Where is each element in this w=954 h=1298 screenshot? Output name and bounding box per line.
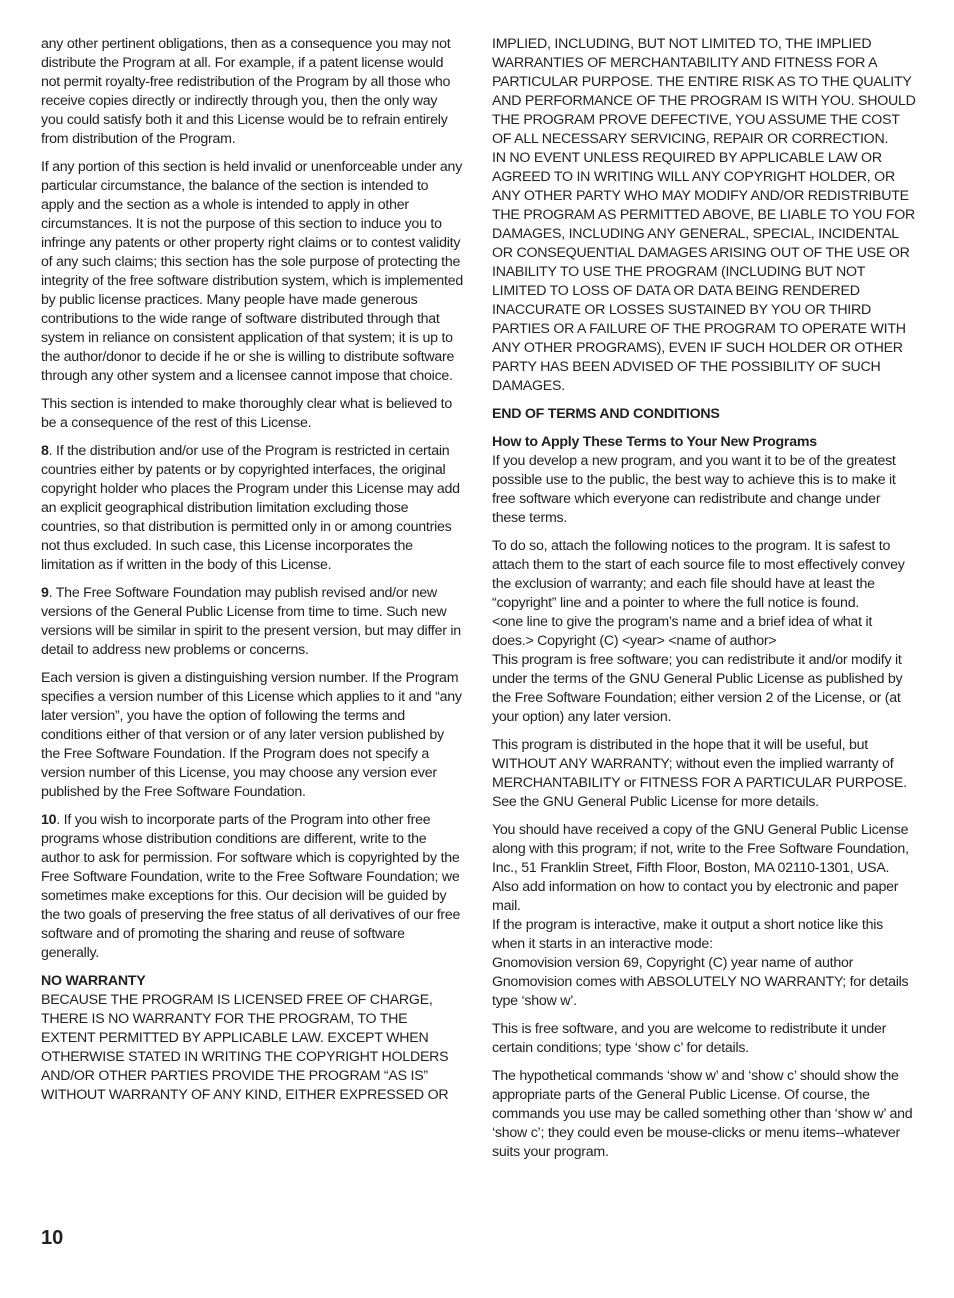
section-9 <box>41 584 463 660</box>
paragraph: IN NO EVENT UNLESS REQUIRED BY APPLICABLE LAW OR AGREED TO IN WRITING WILL ANY COPYRIGHT HOLDER, OR ANY OTHER PARTY WHO MAY MODIFY AND/OR REDISTRIBUTE THE PROGRAM AS PERMITTED ABOVE, BE LIABLE TO YOU FOR DAMAGES, INCLUDING ANY GENERAL, SPECIAL, INCIDENTAL OR CONSEQUENTIAL DAMAGES ARISING OUT OF THE USE OR INABILITY TO USE THE PROGRAM (INCLUDING BUT NOT LIMITED TO LOSS OF DATA OR DATA BEING RENDERED INACCURATE OR LOSSES SUSTAINED BY YOU OR THIRD PARTIES OR A FAILURE OF THE PROGRAM TO OPERATE WITH ANY OTHER PROGRAMS), EVEN IF SUCH HOLDER OR OTHER PARTY HAS BEEN ADVISED OF THE POSSIBILITY OF SUCH DAMAGES. <box>492 150 915 394</box>
section-text: . If you wish to incorporate parts of the Program into other free programs whose distribution conditions are different, write to the author to ask for permission. For software which is copyrighted by the Free Software Foundation, write to the Free Software Foundation; we sometimes make exceptions for this. Our decision will be guided by the two goals of preserving the free status of all derivatives of our free software and of promoting the sharing and reuse of software generally. <box>41 812 461 961</box>
paragraph: This is free software, and you are welcome to redistribute it under certain conditions; type ‘show c’ for details. <box>492 1021 887 1056</box>
paragraph: This program is distributed in the hope that it will be useful, but WITHOUT ANY WARRANTY; without even the implied warranty of MERCHANTABILITY or FITNESS FOR A PARTICULAR PURPOSE. See the GNU General Public License for more details. <box>492 737 907 810</box>
section-number: 10 <box>41 812 57 828</box>
how-to-apply-heading: How to Apply These Terms to Your New Programs <box>492 434 817 450</box>
paragraph: Gnomovision comes with ABSOLUTELY NO WARRANTY; for details type ‘show w’. <box>492 974 909 1009</box>
right-column <box>492 35 916 1162</box>
paragraph: <one line to give the program’s name and a brief idea of what it does.> Copyright (C) <year> <name of author> <box>492 614 873 649</box>
section-text: . If the distribution and/or use of the Program is restricted in certain countries either by patents or by copyrighted interfaces, the original copyright holder who places the Program under this License may add an explicit geographical distribution limitation excluding those countries, so that distribution is permitted only in or among countries not thus excluded. In such case, this License incorporates the limitation as if written in the body of this License. <box>41 443 460 573</box>
paragraph: This section is intended to make thoroughly clear what is believed to be a consequence of the rest of this License. <box>41 396 452 431</box>
no-warranty-heading: NO WARRANTY <box>41 973 146 989</box>
paragraph: If any portion of this section is held invalid or unenforceable under any particular circumstance, the balance of the section is intended to apply and the section as a whole is intended to apply in other circumstances. It is not the purpose of this section to induce you to infringe any patents or other property right claims or to contest validity of any such claims; this section has the sole purpose of protecting the integrity of the free software distribution system, which is implemented by public license practices. Many people have made generous contributions to the wide range of software distributed through that system in reliance on consistent application of that system; it is up to the author/donor to decide if he or she is willing to distribute software through any other system and a licensee cannot impose that choice. <box>41 159 463 384</box>
paragraph: BECAUSE THE PROGRAM IS LICENSED FREE OF CHARGE, THERE IS NO WARRANTY FOR THE PROGRAM, TO THE EXTENT PERMITTED BY APPLICABLE LAW. EXCEPT WHEN OTHERWISE STATED IN WRITING THE COPYRIGHT HOLDERS AND/OR OTHER PARTIES PROVIDE THE PROGRAM “AS IS” WITHOUT WARRANTY OF ANY KIND, EITHER EXPRESSED OR <box>41 992 449 1103</box>
paragraph: This program is free software; you can redistribute it and/or modify it under the terms of the GNU General Public License as published by the Free Software Foundation; either version 2 of the License, or (at your option) any later version. <box>492 652 903 725</box>
section-number: 8 <box>41 443 49 459</box>
section-8 <box>41 442 463 575</box>
left-column <box>41 35 463 1105</box>
section-number: 9 <box>41 585 49 601</box>
paragraph: any other pertinent obligations, then as a consequence you may not distribute the Program at all. For example, if a patent license would not permit royalty-free redistribution of the Program by all those who receive copies directly or indirectly through you, then the only way you could satisfy both it and this License would be to refrain entirely from distribution of the Program. <box>41 36 451 147</box>
end-of-terms-heading: END OF TERMS AND CONDITIONS <box>492 406 720 422</box>
paragraph: If the program is interactive, make it output a short notice like this when it starts in an interactive mode: <box>492 917 883 952</box>
paragraph: Each version is given a distinguishing version number. If the Program specifies a version number of this License which applies to it and “any later version”, you have the option of following the terms and conditions either of that version or of any later version published by the Free Software Foundation. If the Program does not specify a version number of this License, you may choose any version ever published by the Free Software Foundation. <box>41 670 462 800</box>
section-text: . The Free Software Foundation may publish revised and/or new versions of the General Public License from time to time. Such new versions will be similar in spirit to the present version, but may differ in detail to address new problems or concerns. <box>41 585 461 658</box>
paragraph: To do so, attach the following notices to the program. It is safest to attach them to the start of each source file to most effectively convey the exclusion of warranty; and each file should have at least the “copyright” line and a pointer to where the full notice is found. <box>492 538 905 611</box>
section-10 <box>41 811 463 963</box>
paragraph: The hypothetical commands ‘show w’ and ‘show c’ should show the appropriate parts of the General Public License. Of course, the commands you use may be called something other than ‘show w’ and ‘show c’; they could even be mouse-clicks or menu items--whatever suits your program. <box>492 1068 913 1160</box>
paragraph: You should have received a copy of the GNU General Public License along with this program; if not, write to the Free Software Foundation, Inc., 51 Franklin Street, Fifth Floor, Boston, MA 02110-1301, USA. <box>492 822 909 876</box>
paragraph: Also add information on how to contact you by electronic and paper mail. <box>492 879 899 914</box>
page-number: 10 <box>41 1227 64 1249</box>
paragraph: IMPLIED, INCLUDING, BUT NOT LIMITED TO, THE IMPLIED WARRANTIES OF MERCHANTABILITY AND FITNESS FOR A PARTICULAR PURPOSE. THE ENTIRE RISK AS TO THE QUALITY AND PERFORMANCE OF THE PROGRAM IS WITH YOU. SHOULD THE PROGRAM PROVE DEFECTIVE, YOU ASSUME THE COST OF ALL NECESSARY SERVICING, REPAIR OR CORRECTION. <box>492 36 916 147</box>
paragraph: Gnomovision version 69, Copyright (C) year name of author <box>492 955 854 971</box>
paragraph: If you develop a new program, and you want it to be of the greatest possible use to the public, the best way to achieve this is to make it free software which everyone can redistribute and change under these terms. <box>492 453 896 526</box>
